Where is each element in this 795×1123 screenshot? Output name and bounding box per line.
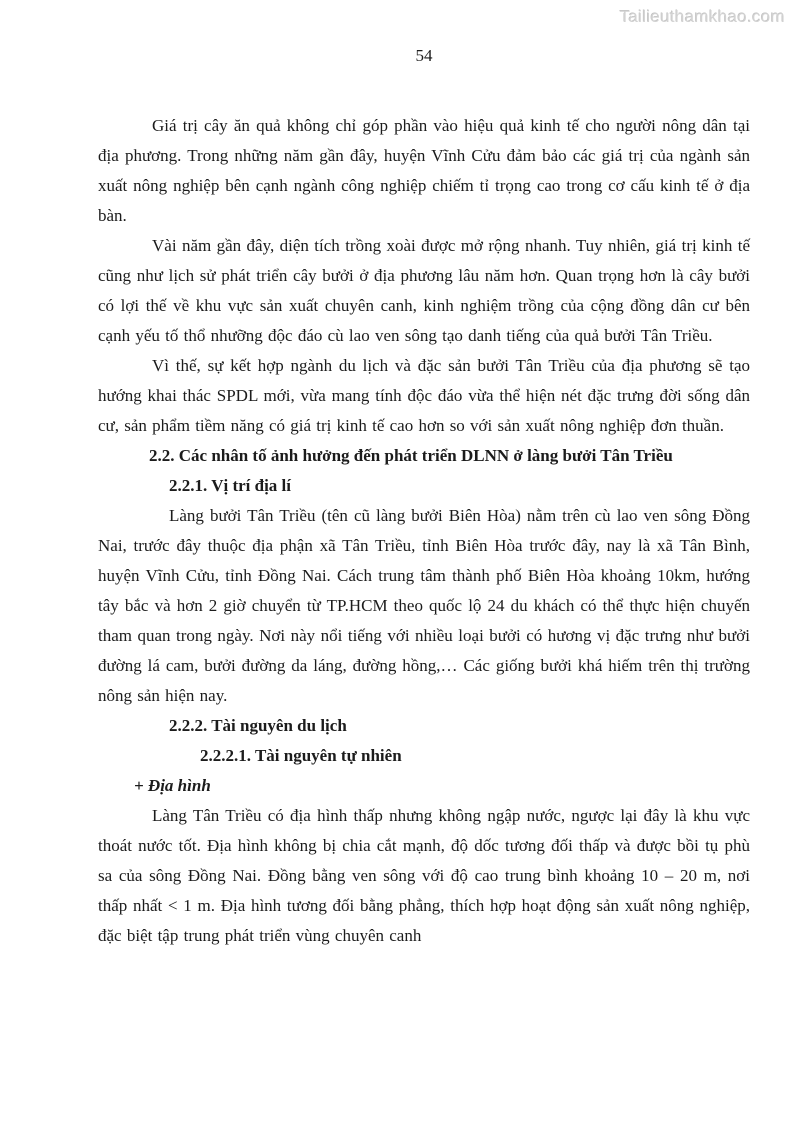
section-heading-2-2-2-1: 2.2.2.1. Tài nguyên tự nhiên: [200, 746, 402, 765]
terrain-label: + Địa hình: [134, 776, 211, 795]
watermark-text: Tailieuthamkhao.com: [619, 7, 785, 26]
section-heading-2-2-2: 2.2.2. Tài nguyên du lịch: [169, 716, 347, 735]
section-heading-2-2-1: 2.2.1. Vị trí địa lí: [169, 476, 291, 495]
paragraph-tourism-specialty-combination: Vì thế, sự kết hợp ngành du lịch và đặc sản bưởi Tân Triều của địa phương sẽ tạo hướng khai thác SPDL mới, vừa mang tính độc đáo vừa thể hiện nét đặc trưng đời sống dân cư, sản phẩm tiềm năng có giá trị kinh tế cao hơn so với sản xuất nông nghiệp đơn thuần.: [98, 356, 750, 435]
paragraph-terrain-description: Làng Tân Triều có địa hình thấp nhưng không ngập nước, ngược lại đây là khu vực thoát nước tốt. Địa hình không bị chia cắt mạnh, độ dốc tương đối thấp và được bồi tụ phù sa của sông Đồng Nai. Đồng bằng ven sông với độ cao trung bình khoảng 10 – 20 m, nơi thấp nhất < 1 m. Địa hình tương đối bằng phẳng, thích hợp hoạt động sản xuất nông nghiệp, đặc biệt tập trung phát triển vùng chuyên canh: [98, 806, 750, 945]
paragraph-mango-vs-pomelo: Vài năm gần đây, diện tích trồng xoài được mở rộng nhanh. Tuy nhiên, giá trị kinh tế cũng như lịch sử phát triển cây bưởi ở địa phương lâu năm hơn. Quan trọng hơn là cây bưởi có lợi thế về khu vực sản xuất chuyên canh, kinh nghiệm trồng của cộng đồng dân cư bên cạnh yếu tố thổ nhưỡng độc đáo cù lao ven sông tạo danh tiếng của quả bưởi Tân Triều.: [98, 236, 750, 345]
document-content: [98, 111, 750, 951]
section-heading-2-2: 2.2. Các nhân tố ảnh hưởng đến phát triển DLNN ở làng bưởi Tân Triều: [149, 446, 673, 465]
paragraph-fruit-economic-value: Giá trị cây ăn quả không chỉ góp phần vào hiệu quả kinh tế cho người nông dân tại địa phương. Trong những năm gần đây, huyện Vĩnh Cửu đảm bảo các giá trị của ngành sản xuất nông nghiệp bên cạnh ngành công nghiệp chiếm tỉ trọng cao trong cơ cấu kinh tế ở địa bàn.: [98, 116, 750, 225]
paragraph-geographic-location: Làng bưởi Tân Triều (tên cũ làng bưởi Biên Hòa) nằm trên cù lao ven sông Đồng Nai, trước đây thuộc địa phận xã Tân Triều, tỉnh Biên Hòa trước đây, nay là xã Tân Bình, huyện Vĩnh Cửu, tỉnh Đồng Nai. Cách trung tâm thành phố Biên Hòa khoảng 10km, hướng tây bắc và hơn 2 giờ chuyển từ TP.HCM theo quốc lộ 24 du khách có thể thực hiện chuyến tham quan trong ngày. Nơi này nổi tiếng với nhiều loại bưởi có hương vị đặc trưng như bưởi đường lá cam, bưởi đường da láng, đường hồng,… Các giống bưởi khá hiếm trên thị trường nông sản hiện nay.: [98, 506, 750, 705]
page-number: 54: [415, 46, 433, 65]
